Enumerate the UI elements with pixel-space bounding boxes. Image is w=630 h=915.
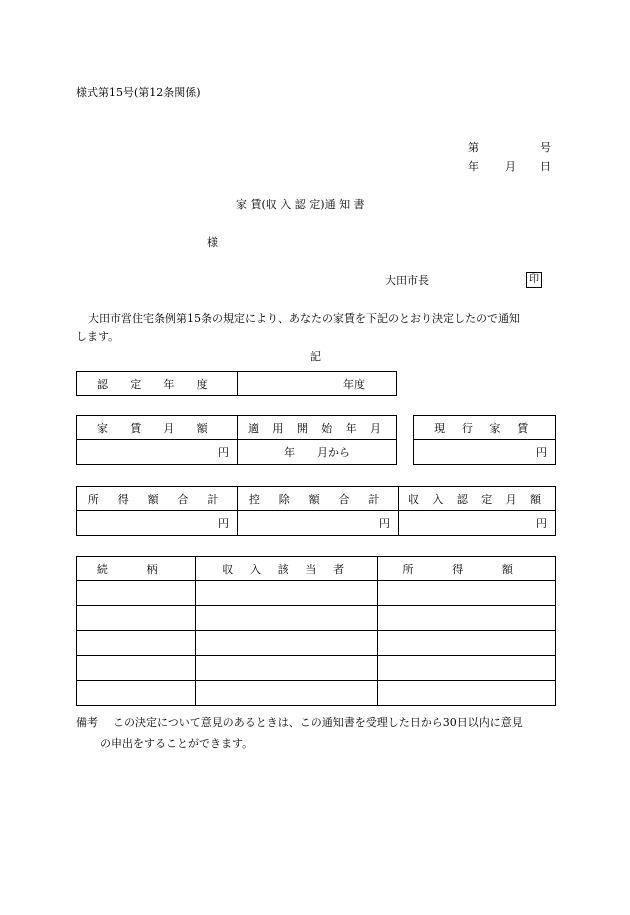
ki-heading: 記 xyxy=(310,350,321,363)
income-person-cell xyxy=(196,631,378,656)
relationship-cell xyxy=(77,681,196,706)
current-rent-value: 円 xyxy=(414,440,556,465)
certified-income-header: 収 入 認 定 月 額 xyxy=(399,487,556,511)
certification-label: 認 定 年 度 xyxy=(77,372,238,396)
rent-start-header: 適 用 開 始 年 月 xyxy=(238,416,397,440)
income-table xyxy=(76,486,556,536)
date-year: 年 xyxy=(468,160,479,173)
rent-monthly-header: 家 賃 月 額 xyxy=(77,416,238,440)
income-person-cell xyxy=(196,656,378,681)
certification-year-field: 年度 xyxy=(238,372,397,396)
table-row xyxy=(77,581,556,606)
table-row xyxy=(77,681,556,706)
rent-monthly-value: 円 xyxy=(77,440,238,465)
relationship-header: 続 柄 xyxy=(77,557,196,581)
table-row xyxy=(77,631,556,656)
date-day: 日 xyxy=(540,160,551,173)
relationship-cell xyxy=(77,606,196,631)
income-person-header: 収 入 該 当 者 xyxy=(196,557,378,581)
relationship-cell xyxy=(77,631,196,656)
form-number: 様式第15号(第12条関係) xyxy=(76,86,201,99)
deduction-total-value: 円 xyxy=(238,511,399,536)
doc-number-suffix: 号 xyxy=(540,141,551,154)
income-amount-cell xyxy=(378,606,556,631)
deduction-total-header: 控 除 額 合 計 xyxy=(238,487,399,511)
certified-income-value: 円 xyxy=(399,511,556,536)
income-person-cell xyxy=(196,681,378,706)
document-title: 家 賃(収 入 認 定)通 知 書 xyxy=(236,198,365,211)
remarks-label: 備考 xyxy=(76,716,98,729)
income-amount-cell xyxy=(378,581,556,606)
addressee-suffix: 様 xyxy=(207,236,218,249)
remarks-line2: の申出をすることができます。 xyxy=(100,737,254,750)
table-row xyxy=(77,606,556,631)
table-row xyxy=(77,656,556,681)
rent-start-value: 年 月から xyxy=(238,440,397,465)
persons-table xyxy=(76,556,556,706)
seal-mark: 印 xyxy=(526,272,542,288)
doc-number-prefix: 第 xyxy=(468,141,479,154)
current-rent-header: 現 行 家 賃 xyxy=(414,416,556,440)
date-month: 月 xyxy=(505,160,516,173)
income-amount-cell xyxy=(378,681,556,706)
body-text-line2: します。 xyxy=(76,330,120,343)
income-person-cell xyxy=(196,581,378,606)
income-amount-header: 所 得 額 xyxy=(378,557,556,581)
issuer-name: 大田市長 xyxy=(385,274,429,287)
income-amount-cell xyxy=(378,656,556,681)
relationship-cell xyxy=(77,656,196,681)
income-amount-cell xyxy=(378,631,556,656)
income-total-value: 円 xyxy=(77,511,238,536)
income-total-header: 所 得 額 合 計 xyxy=(77,487,238,511)
rent-table xyxy=(76,415,397,465)
relationship-cell xyxy=(77,581,196,606)
income-person-cell xyxy=(196,606,378,631)
body-text-line1: 大田市営住宅条例第15条の規定により、あなたの家賃を下記のとおり決定したので通知 xyxy=(88,312,520,325)
certification-table xyxy=(76,371,397,396)
remarks-line1: この決定について意見のあるときは、この通知書を受理した日から30日以内に意見 xyxy=(113,716,523,729)
current-rent-table xyxy=(413,415,556,465)
